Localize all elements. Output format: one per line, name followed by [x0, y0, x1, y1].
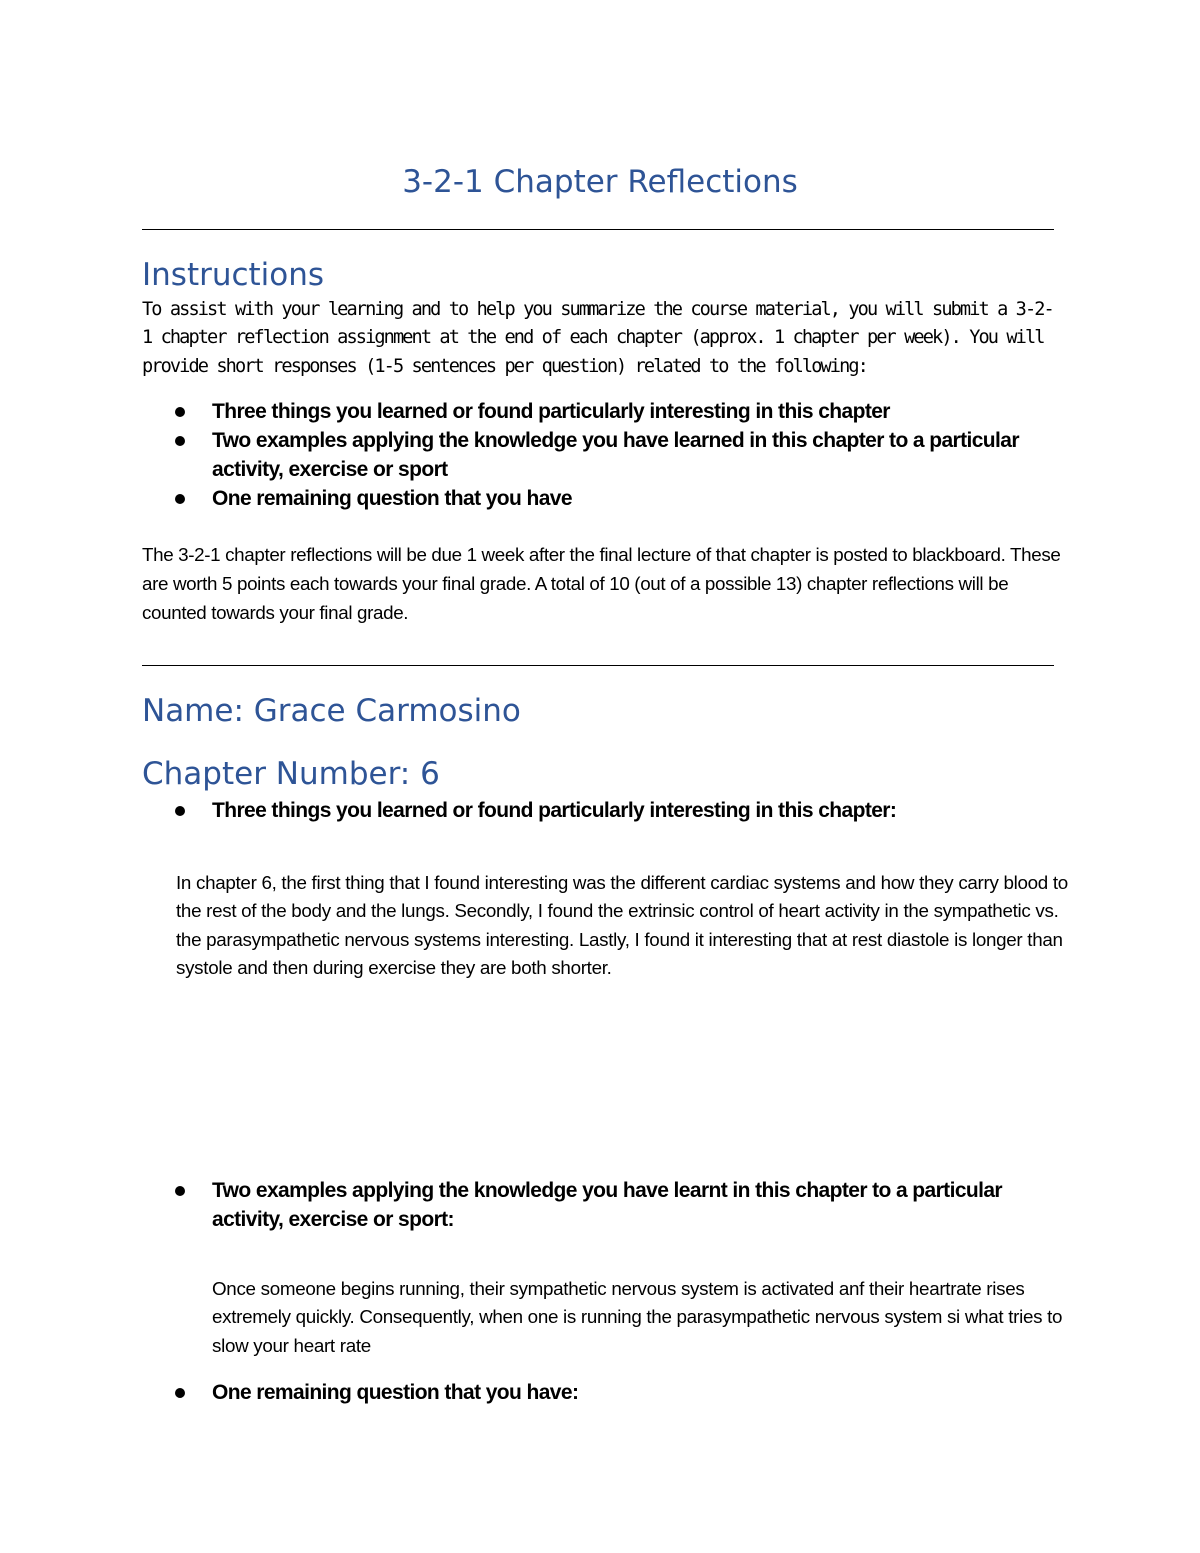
- section-divider: [142, 665, 1054, 666]
- document-title: 3-2-1 Chapter Reflections: [402, 164, 798, 200]
- bullet-icon: [175, 806, 185, 816]
- instructions-heading: Instructions: [142, 257, 325, 293]
- instructions-paragraph: To assist with your learning and to help you summarize the course material, you will submit a 3-2-1 chapter reflection assignment at the end of each chapter (approx. 1 chapter per week). You will provide short responses (1-5 sentences per question) related to the following:: [142, 299, 1053, 377]
- list-item-text: One remaining question that you have: [212, 487, 572, 510]
- list-item: [142, 397, 1052, 426]
- chapter-number-heading: Chapter Number: 6: [142, 756, 440, 792]
- list-item: [142, 796, 1072, 825]
- question-prompt: Three things you learned or found particularly interesting in this chapter:: [212, 799, 897, 822]
- list-item-text: Three things you learned or found particularly interesting in this chapter: [212, 400, 890, 423]
- list-item: [142, 1176, 1072, 1234]
- answer-three-things: In chapter 6, the first thing that I found interesting was the different cardiac systems and how they carry blood to the rest of the body and the lungs. Secondly, I found the extrinsic control of heart activity in the sympathetic vs. the parasympathetic nervous systems interesting. Lastly, I found it interesting that at rest diastole is longer than systole and then during exercise they are both shorter.: [176, 872, 1068, 978]
- question-one-remaining: [142, 1378, 1072, 1407]
- answer-two-examples: Once someone begins running, their sympathetic nervous system is activated anf their heartrate rises extremely quickly. Consequently, when one is running the parasympathetic nervous system si what tries to slow your heart rate: [212, 1278, 1063, 1356]
- list-item: [142, 484, 1052, 513]
- bullet-icon: [175, 436, 185, 446]
- bullet-icon: [175, 494, 185, 504]
- question-three-things: [142, 796, 1072, 825]
- bullet-icon: [175, 407, 185, 417]
- bullet-icon: [175, 1186, 185, 1196]
- due-date-paragraph: The 3-2-1 chapter reflections will be due 1 week after the final lecture of that chapter is posted to blackboard. These are worth 5 points each towards your final grade. A total of 10 (out of a possible 13) chapter reflections will be counted towards your final grade.: [142, 544, 1061, 624]
- title-divider: [142, 229, 1054, 230]
- student-name-heading: Name: Grace Carmosino: [142, 693, 521, 729]
- list-item-text: Two examples applying the knowledge you have learned in this chapter to a particular activity, exercise or sport: [212, 429, 1019, 481]
- bullet-icon: [175, 1388, 185, 1398]
- list-item: [142, 426, 1052, 484]
- instructions-bullet-list: [142, 397, 1052, 513]
- list-item: [142, 1378, 1072, 1407]
- question-two-examples: [142, 1176, 1072, 1234]
- question-prompt: Two examples applying the knowledge you have learnt in this chapter to a particular activity, exercise or sport:: [212, 1179, 1003, 1231]
- question-prompt: One remaining question that you have:: [212, 1381, 579, 1404]
